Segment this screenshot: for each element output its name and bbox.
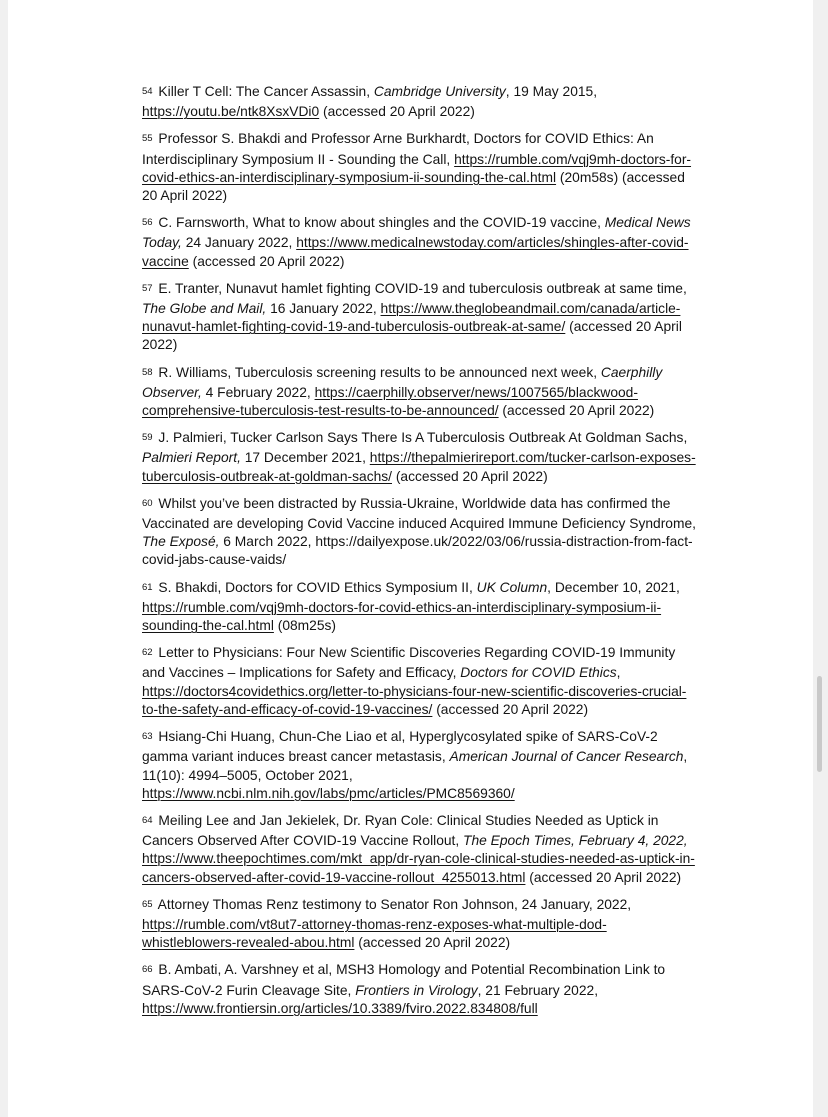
citation-text: , bbox=[616, 665, 621, 681]
footnote-number: 56 bbox=[142, 217, 153, 229]
source-link[interactable]: https://www.theepochtimes.com/mkt_app/dr-ryan-cole-clinical-studies-needed-as-uptick-in-cancers-observed-after-covid-19-vaccine-rollout_4255013.html bbox=[142, 851, 695, 885]
source-title: The Exposé, bbox=[142, 534, 220, 550]
footnote-number: 64 bbox=[142, 814, 153, 826]
source-link[interactable]: https://www.theglobeandmail.com/canada/article-nunavut-hamlet-fighting-covid-19-and-tuberculosis-outbreak-at-same/ bbox=[142, 301, 681, 335]
citation-text: (accessed 20 April 2022) bbox=[319, 104, 475, 120]
citation-text: Whilst you’ve been distracted by Russia-Ukraine, Worldwide data has confirmed the Vaccinated are developing Covid Vaccine induced Acquired Immune Deficiency Syndrome, bbox=[142, 495, 696, 532]
source-link[interactable]: https://rumble.com/vt8ut7-attorney-thomas-renz-exposes-what-multiple-dod-whistleblowers-revealed-abou.html bbox=[142, 916, 607, 951]
source-link[interactable]: https://rumble.com/vqj9mh-doctors-for-covid-ethics-an-interdisciplinary-symposium-ii-sounding-the-cal.html bbox=[142, 151, 692, 185]
source-link[interactable]: https://www.ncbi.nlm.nih.gov/labs/pmc/articles/PMC8569360/ bbox=[142, 785, 515, 801]
citation-text: , 21 February 2022, bbox=[477, 982, 599, 998]
source-title: American Journal of Cancer Research bbox=[449, 749, 684, 765]
citation-text: Letter to Physicians: Four New Scientific Discoveries Regarding COVID-19 Immunity and Vaccines – Implications for Safety and Efficacy, bbox=[142, 645, 676, 681]
footnote-number: 57 bbox=[142, 282, 153, 294]
footnote-number: 65 bbox=[142, 898, 153, 910]
footnote-61 bbox=[142, 579, 697, 636]
citation-text: 6 March 2022, https://dailyexpose.uk/2022/03/06/russia-distraction-from-fact-covid-jabs-cause-vaids/ bbox=[142, 534, 693, 568]
citation-text: Professor S. Bhakdi and Professor Arne Burkhardt, Doctors for COVID Ethics: An Interdisciplinary Symposium II - Sounding the Call, bbox=[142, 131, 654, 167]
citation-text: Meiling Lee and Jan Jekielek, Dr. Ryan Cole: Clinical Studies Needed as Uptick in Cancers Observed After COVID-19 Vaccine Rollout, bbox=[142, 812, 659, 849]
source-link[interactable]: https://thepalmierireport.com/tucker-carlson-exposes-tuberculosis-outbreak-at-goldman-sachs/ bbox=[142, 450, 696, 484]
source-title: UK Column bbox=[476, 579, 548, 595]
footnote-59 bbox=[142, 429, 697, 486]
source-title: Medical News Today, bbox=[142, 215, 691, 251]
footnote-64 bbox=[142, 812, 697, 887]
source-title: Palmieri Report, bbox=[142, 450, 241, 466]
citation-text: Hsiang-Chi Huang, Chun-Che Liao et al, Hyperglycosylated spike of SARS-CoV-2 gamma variant induces breast cancer metastasis, bbox=[142, 729, 658, 765]
footnote-number: 59 bbox=[142, 432, 153, 444]
source-link[interactable]: https://www.medicalnewstoday.com/articles/shingles-after-covid-vaccine bbox=[142, 235, 689, 269]
citation-text: C. Farnsworth, What to know about shingles and the COVID-19 vaccine, bbox=[158, 215, 605, 231]
footnote-number: 63 bbox=[142, 731, 153, 743]
citation-text: E. Tranter, Nunavut hamlet fighting COVID-19 and tuberculosis outbreak at same time, bbox=[158, 280, 687, 296]
footnote-number: 66 bbox=[142, 964, 153, 976]
footnote-54 bbox=[142, 83, 697, 121]
citation-text: 17 December 2021, bbox=[240, 450, 370, 466]
footnote-63 bbox=[142, 728, 697, 803]
citation-text: (accessed 20 April 2022) bbox=[188, 253, 345, 269]
footnote-55 bbox=[142, 130, 697, 205]
citation-text: , December 10, 2021, bbox=[547, 579, 680, 595]
citation-text: 24 January 2022, bbox=[181, 235, 297, 251]
footnote-57 bbox=[142, 280, 697, 355]
footnote-58 bbox=[142, 364, 697, 421]
document-page bbox=[8, 0, 813, 1117]
source-link[interactable]: https://caerphilly.observer/news/1007565/blackwood-comprehensive-tuberculosis-test-results-to-be-announced/ bbox=[142, 384, 638, 419]
source-link[interactable]: https://www.frontiersin.org/articles/10.3389/fviro.2022.834808/full bbox=[142, 1000, 538, 1016]
footnote-number: 60 bbox=[142, 497, 153, 509]
source-link[interactable]: https://youtu.be/ntk8XsxVDi0 bbox=[142, 104, 320, 120]
citation-text: (accessed 20 April 2022) bbox=[498, 403, 655, 419]
citation-text: , 19 May 2015, bbox=[505, 84, 598, 99]
footnote-number: 54 bbox=[142, 86, 153, 97]
footnotes-list bbox=[142, 83, 697, 1027]
citation-text: Killer T Cell: The Cancer Assassin, bbox=[158, 84, 374, 99]
footnote-number: 62 bbox=[142, 647, 153, 659]
source-title: Frontiers in Virology bbox=[355, 982, 478, 998]
source-title: The Globe and Mail, bbox=[142, 301, 267, 317]
footnote-number: 58 bbox=[142, 366, 153, 378]
citation-text: Attorney Thomas Renz testimony to Senator Ron Johnson, 24 January, 2022, bbox=[157, 896, 632, 912]
citation-text: (08m25s) bbox=[273, 618, 337, 634]
citation-text: R. Williams, Tuberculosis screening results to be announced next week, bbox=[158, 364, 601, 380]
citation-text: S. Bhakdi, Doctors for COVID Ethics Symposium II, bbox=[158, 579, 477, 595]
scrollbar-thumb[interactable] bbox=[817, 676, 822, 772]
citation-text: (accessed 20 April 2022) bbox=[432, 701, 589, 717]
source-title: The Epoch Times, February 4, 2022, bbox=[463, 833, 688, 849]
source-title: Doctors for COVID Ethics bbox=[460, 665, 617, 681]
footnote-number: 61 bbox=[142, 581, 153, 593]
citation-text: (accessed 20 April 2022) bbox=[354, 935, 511, 951]
citation-text: 16 January 2022, bbox=[266, 301, 381, 317]
footnote-56 bbox=[142, 214, 697, 271]
footnote-65 bbox=[142, 896, 697, 953]
source-link[interactable]: https://rumble.com/vqj9mh-doctors-for-covid-ethics-an-interdisciplinary-symposium-ii-sounding-the-cal.html bbox=[142, 599, 662, 634]
footnote-62 bbox=[142, 644, 697, 719]
footnote-66 bbox=[142, 961, 697, 1018]
footnote-number: 55 bbox=[142, 133, 153, 145]
source-title: Cambridge University bbox=[373, 84, 506, 99]
citation-text: (accessed 20 April 2022) bbox=[525, 869, 682, 885]
citation-text: , 11(10): 4994–5005, October 2021, bbox=[142, 749, 688, 783]
footnote-60 bbox=[142, 495, 697, 570]
citation-text: J. Palmieri, Tucker Carlson Says There Is A Tuberculosis Outbreak At Goldman Sachs, bbox=[158, 430, 688, 446]
source-title: Caerphilly Observer, bbox=[142, 364, 663, 400]
citation-text: (accessed 20 April 2022) bbox=[142, 319, 682, 353]
citation-text: (accessed 20 April 2022) bbox=[392, 468, 548, 484]
source-link[interactable]: https://doctors4covidethics.org/letter-to-physicians-four-new-scientific-discoveries-crucial-to-the-safety-and-efficacy-of-covid-19-vaccines/ bbox=[142, 683, 687, 717]
citation-text: 4 February 2022, bbox=[201, 384, 315, 400]
citation-text: (20m58s) (accessed 20 April 2022) bbox=[142, 169, 685, 204]
citation-text: B. Ambati, A. Varshney et al, MSH3 Homology and Potential Recombination Link to SARS-CoV-2 Furin Cleavage Site, bbox=[142, 962, 666, 998]
